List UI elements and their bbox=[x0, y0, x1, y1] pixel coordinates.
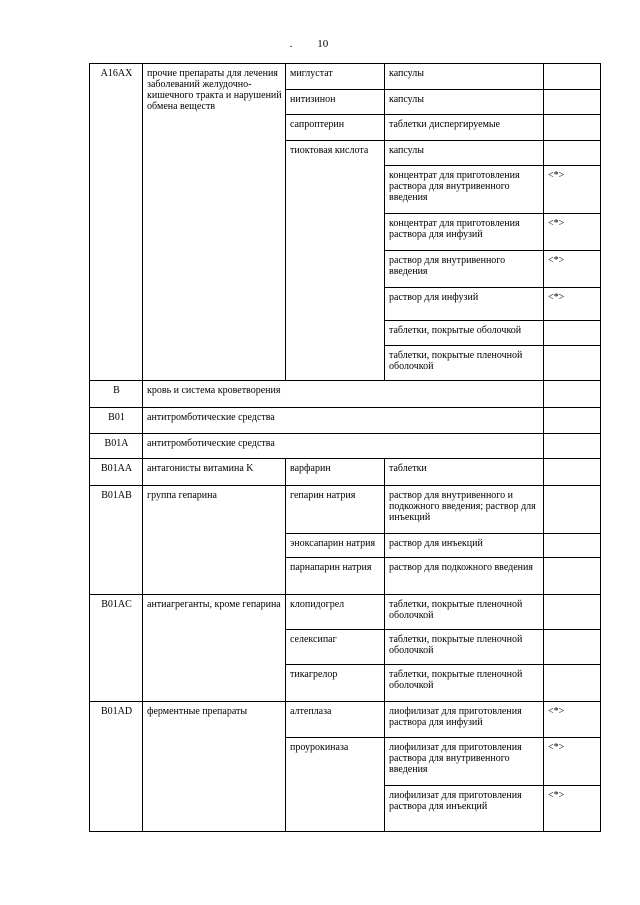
drug-name-cell: варфарин bbox=[286, 459, 385, 486]
note-cell: <*> bbox=[544, 786, 601, 832]
note-cell bbox=[544, 486, 601, 534]
group-name-cell: группа гепарина bbox=[143, 486, 286, 595]
group-name-cell: ферментные препараты bbox=[143, 702, 286, 832]
note-cell bbox=[544, 346, 601, 381]
drug-name-cell: селексипаг bbox=[286, 630, 385, 665]
dosage-form-cell: капсулы bbox=[385, 90, 544, 115]
dosage-form-cell: капсулы bbox=[385, 141, 544, 166]
drug-name-cell: нитизинон bbox=[286, 90, 385, 115]
drug-name-cell: алтеплаза bbox=[286, 702, 385, 738]
dosage-form-cell: лиофилизат для приготовления раствора для инфузий bbox=[385, 702, 544, 738]
page-number-value: 10 bbox=[317, 38, 329, 50]
note-cell bbox=[544, 434, 601, 459]
note-cell: <*> bbox=[544, 251, 601, 288]
atc-code-cell: B01AC bbox=[90, 595, 143, 702]
note-cell bbox=[544, 558, 601, 595]
table-row bbox=[90, 702, 601, 738]
dosage-form-cell: таблетки, покрытые пленочной оболочкой bbox=[385, 346, 544, 381]
drug-name-cell: миглустат bbox=[286, 64, 385, 90]
drug-name-cell: гепарин натрия bbox=[286, 486, 385, 534]
dosage-form-cell: таблетки, покрытые оболочкой bbox=[385, 321, 544, 346]
drug-name-cell: тикагрелор bbox=[286, 665, 385, 702]
note-cell bbox=[544, 64, 601, 90]
table-row bbox=[90, 459, 601, 486]
drug-name-cell: сапроптерин bbox=[286, 115, 385, 141]
note-cell bbox=[544, 141, 601, 166]
table-row bbox=[90, 381, 601, 408]
dosage-form-cell: таблетки диспергируемые bbox=[385, 115, 544, 141]
dosage-form-cell: раствор для внутривенного и подкожного введения; раствор для инъекций bbox=[385, 486, 544, 534]
table-row bbox=[90, 434, 601, 459]
note-cell bbox=[544, 321, 601, 346]
note-cell: <*> bbox=[544, 214, 601, 251]
page-number-dot: . bbox=[289, 38, 293, 50]
dosage-form-cell: лиофилизат для приготовления раствора для инъекций bbox=[385, 786, 544, 832]
dosage-form-cell: таблетки, покрытые пленочной оболочкой bbox=[385, 630, 544, 665]
atc-code-cell: B01AA bbox=[90, 459, 143, 486]
dosage-form-cell: раствор для подкожного введения bbox=[385, 558, 544, 595]
dosage-form-cell: концентрат для приготовления раствора для внутривенного введения bbox=[385, 166, 544, 214]
note-cell: <*> bbox=[544, 738, 601, 786]
dosage-form-cell: таблетки bbox=[385, 459, 544, 486]
atc-code-cell: B bbox=[90, 381, 143, 408]
dosage-form-cell: раствор для внутривенного введения bbox=[385, 251, 544, 288]
note-cell: <*> bbox=[544, 288, 601, 321]
note-cell bbox=[544, 665, 601, 702]
table-row bbox=[90, 64, 601, 90]
note-cell bbox=[544, 630, 601, 665]
atc-code-cell: B01AB bbox=[90, 486, 143, 595]
dosage-form-cell: капсулы bbox=[385, 64, 544, 90]
page-number bbox=[0, 38, 640, 50]
drug-name-cell: тиоктовая кислота bbox=[286, 141, 385, 381]
dosage-form-cell: концентрат для приготовления раствора для инфузий bbox=[385, 214, 544, 251]
note-cell bbox=[544, 115, 601, 141]
group-name-cell: антитромботические средства bbox=[143, 408, 544, 434]
note-cell: <*> bbox=[544, 166, 601, 214]
atc-code-cell: A16AX bbox=[90, 64, 143, 381]
drug-name-cell: проурокиназа bbox=[286, 738, 385, 832]
group-name-cell: кровь и система кроветворения bbox=[143, 381, 544, 408]
dosage-form-cell: раствор для инфузий bbox=[385, 288, 544, 321]
table-row bbox=[90, 595, 601, 630]
drug-list-table bbox=[89, 63, 601, 832]
note-cell bbox=[544, 459, 601, 486]
atc-code-cell: B01A bbox=[90, 434, 143, 459]
atc-code-cell: B01AD bbox=[90, 702, 143, 832]
note-cell: <*> bbox=[544, 702, 601, 738]
group-name-cell: антагонисты витамина K bbox=[143, 459, 286, 486]
atc-code-cell: B01 bbox=[90, 408, 143, 434]
note-cell bbox=[544, 90, 601, 115]
dosage-form-cell: раствор для инъекций bbox=[385, 534, 544, 558]
note-cell bbox=[544, 408, 601, 434]
group-name-cell: антитромботические средства bbox=[143, 434, 544, 459]
note-cell bbox=[544, 534, 601, 558]
drug-name-cell: эноксапарин натрия bbox=[286, 534, 385, 558]
dosage-form-cell: лиофилизат для приготовления раствора для внутривенного введения bbox=[385, 738, 544, 786]
drug-name-cell: клопидогрел bbox=[286, 595, 385, 630]
note-cell bbox=[544, 595, 601, 630]
table-row bbox=[90, 408, 601, 434]
dosage-form-cell: таблетки, покрытые пленочной оболочкой bbox=[385, 595, 544, 630]
table-row bbox=[90, 486, 601, 534]
group-name-cell: прочие препараты для лечения заболеваний желудочно-кишечного тракта и нарушений обмена веществ bbox=[143, 64, 286, 381]
dosage-form-cell: таблетки, покрытые пленочной оболочкой bbox=[385, 665, 544, 702]
drug-name-cell: парнапарин натрия bbox=[286, 558, 385, 595]
group-name-cell: антиагреганты, кроме гепарина bbox=[143, 595, 286, 702]
note-cell bbox=[544, 381, 601, 408]
